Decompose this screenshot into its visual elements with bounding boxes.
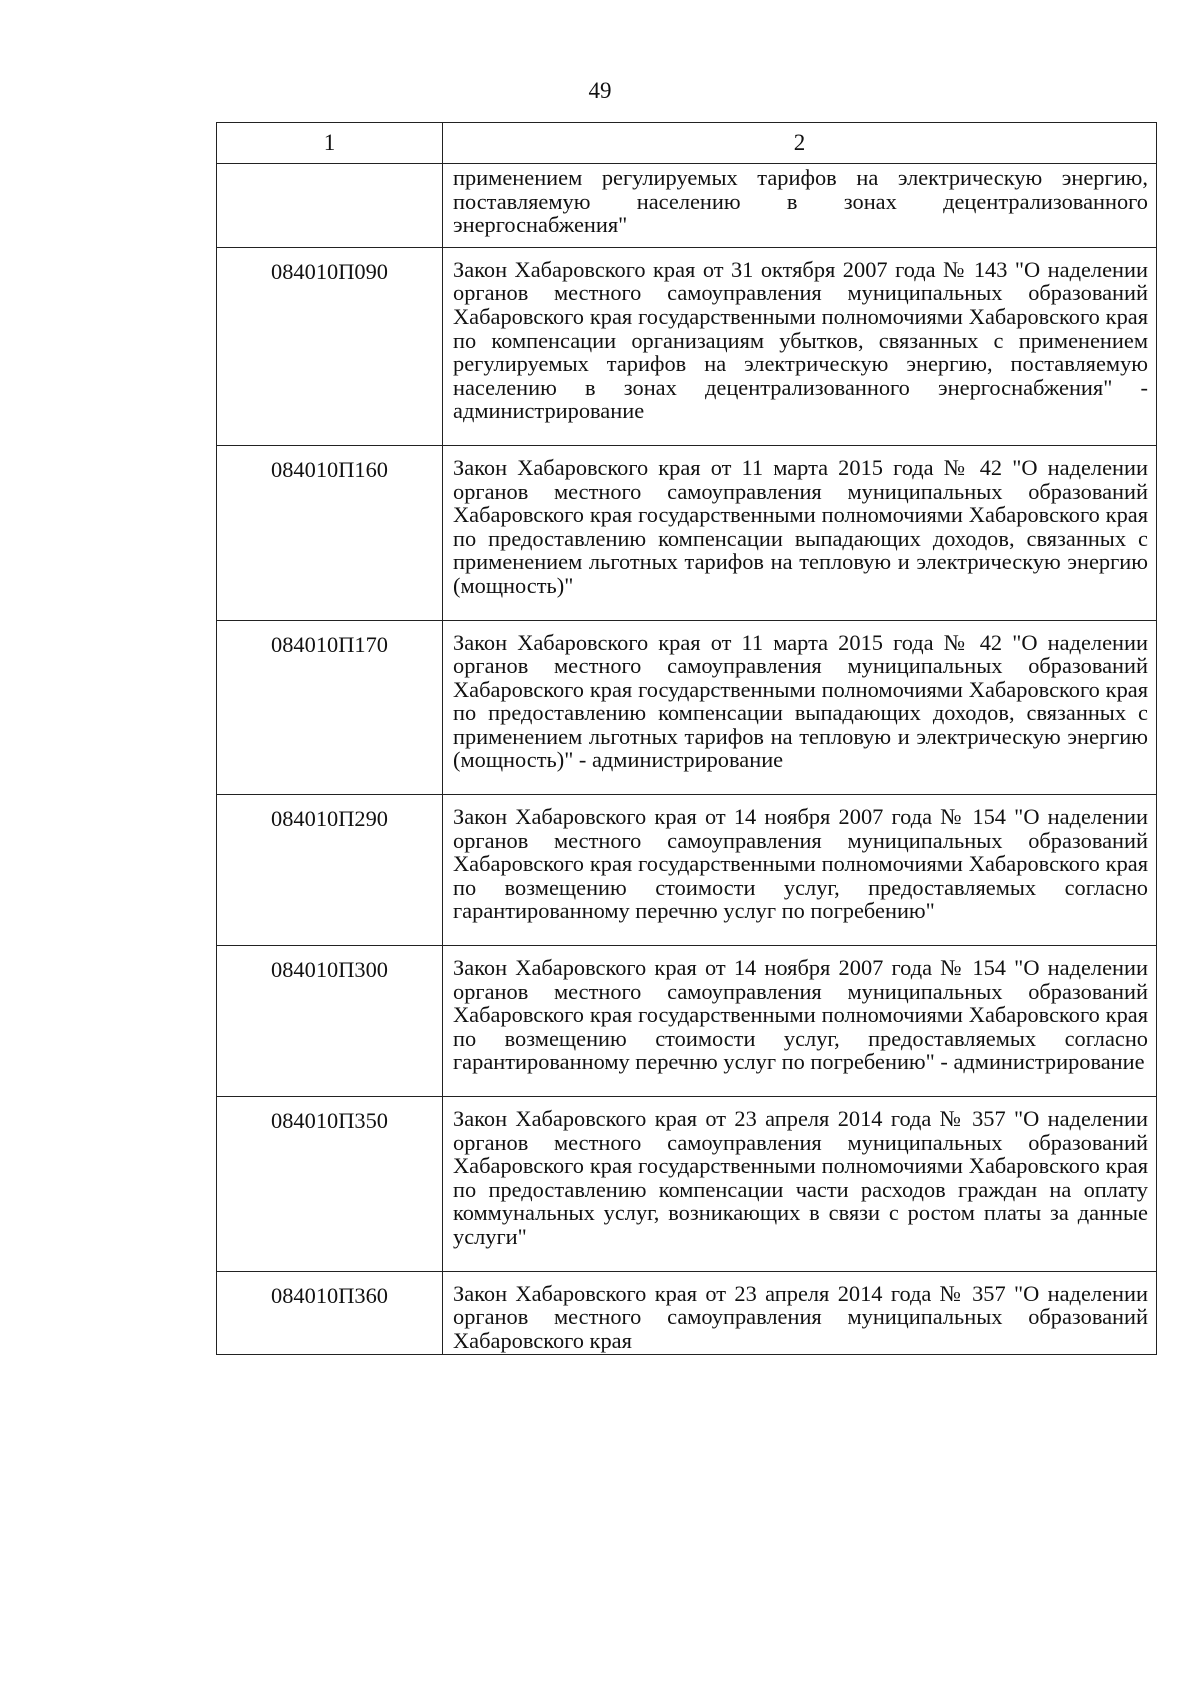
table-row: [217, 795, 1157, 946]
table-row: [217, 620, 1157, 795]
row-text: Закон Хабаровского края от 11 марта 2015 года № 42 "О наделении органов местного самоуправления муниципальных образований Хабаровского края государственными полномочиями Хабаровского края по предоставлению компенсации выпадающих доходов, связанных с применением льготных тарифов на тепловую и электрическую энергию (мощность)": [443, 445, 1157, 620]
table-row: [217, 445, 1157, 620]
table-header-row: [217, 123, 1157, 164]
table-row: [217, 1271, 1157, 1355]
row-code: 084010П300: [217, 946, 443, 1097]
row-code: 084010П290: [217, 795, 443, 946]
row-code: 084010П350: [217, 1097, 443, 1272]
document-table: [216, 122, 1157, 1355]
table-row: [217, 946, 1157, 1097]
row-text: Закон Хабаровского края от 23 апреля 2014 года № 357 "О наделении органов местного самоуправления муниципальных образований Хабаровского края государственными полномочиями Хабаровского края по предоставлению компенсации части расходов граждан на оплату коммунальных услуг, возникающих в связи с ростом платы за данные услуги": [443, 1097, 1157, 1272]
row-code: 084010П360: [217, 1271, 443, 1355]
column-header: 2: [443, 123, 1157, 164]
row-text: Закон Хабаровского края от 23 апреля 2014 года № 357 "О наделении органов местного самоуправления муниципальных образований Хабаровского края: [443, 1271, 1157, 1355]
column-header: 1: [217, 123, 443, 164]
row-text: применением регулируемых тарифов на электрическую энергию, поставляемую населению в зонах децентрализованного энергоснабжения": [443, 164, 1157, 248]
row-text: Закон Хабаровского края от 14 ноября 2007 года № 154 "О наделении органов местного самоуправления муниципальных образований Хабаровского края государственными полномочиями Хабаровского края по возмещению стоимости услуг, предоставляемых согласно гарантированному перечню услуг по погребению" - администрирование: [443, 946, 1157, 1097]
row-code: 084010П090: [217, 247, 443, 445]
row-text: Закон Хабаровского края от 14 ноября 2007 года № 154 "О наделении органов местного самоуправления муниципальных образований Хабаровского края государственными полномочиями Хабаровского края по возмещению стоимости услуг, предоставляемых согласно гарантированному перечню услуг по погребению": [443, 795, 1157, 946]
row-code: 084010П170: [217, 620, 443, 795]
row-text: Закон Хабаровского края от 11 марта 2015 года № 42 "О наделении органов местного самоуправления муниципальных образований Хабаровского края государственными полномочиями Хабаровского края по предоставлению компенсации выпадающих доходов, связанных с применением льготных тарифов на тепловую и электрическую энергию (мощность)" - администрирование: [443, 620, 1157, 795]
row-code: [217, 164, 443, 248]
row-text: Закон Хабаровского края от 31 октября 2007 года № 143 "О наделении органов местного самоуправления муниципальных образований Хабаровского края государственными полномочиями Хабаровского края по компенсации организациям убытков, связанных с применением регулируемых тарифов на электрическую энергию, поставляемую населению в зонах децентрализованного энергоснабжения" - администрирование: [443, 247, 1157, 445]
table-row: [217, 164, 1157, 248]
table-row: [217, 1097, 1157, 1272]
table-row: [217, 247, 1157, 445]
page-number: 49: [588, 78, 612, 103]
row-code: 084010П160: [217, 445, 443, 620]
